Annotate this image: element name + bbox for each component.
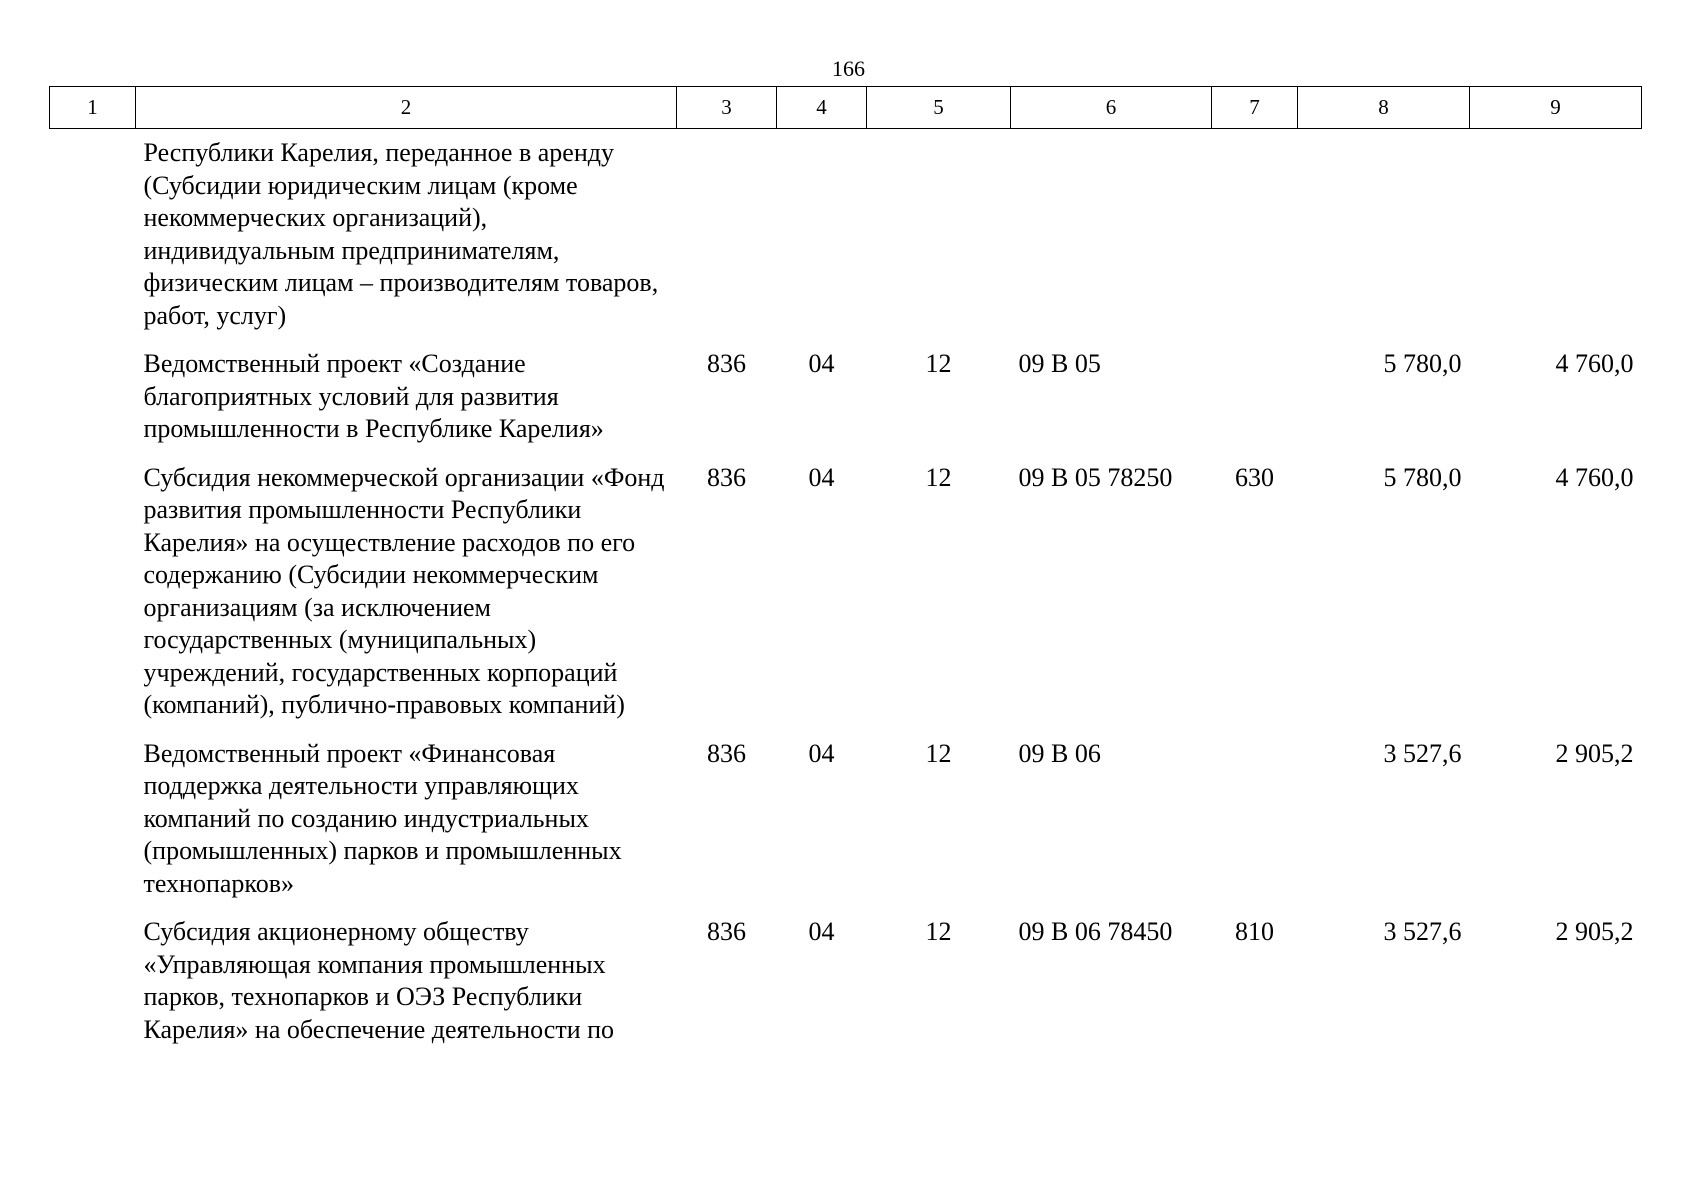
expense-type-code bbox=[1212, 722, 1298, 901]
amount-col-8: 5 780,0 bbox=[1383, 349, 1462, 378]
section-code: 04 bbox=[808, 738, 835, 768]
target-article-code: 09 В 05 78250 bbox=[1018, 462, 1173, 492]
section-code bbox=[777, 129, 867, 333]
expense-type-code bbox=[1212, 129, 1298, 333]
page-number: 166 bbox=[832, 56, 865, 81]
item-name: Республики Карелия, переданное в аренду (Субсидии юридическим лицам (кроме некоммерческих организаций), индивидуальным предпринимателям, физическим лицам – производителям товаров, работ, услуг) bbox=[143, 138, 659, 330]
ministry-code: 836 bbox=[707, 462, 746, 492]
section-code: 04 bbox=[808, 349, 835, 378]
amount-col-9: 2 905,2 bbox=[1555, 917, 1634, 946]
section-code: 04 bbox=[808, 462, 835, 492]
column-header-2: 2 bbox=[136, 87, 677, 129]
ministry-code: 836 bbox=[707, 738, 746, 768]
expense-type-code bbox=[1212, 332, 1298, 446]
item-name: Субсидия акционерному обществу «Управляющая компания промышленных парков, технопарков и ОЭЗ Республики Карелия» на обеспечение деятельности по bbox=[143, 917, 615, 1044]
expense-type-code: 630 bbox=[1235, 462, 1274, 492]
item-name: Ведомственный проект «Создание благоприятных условий для развития промышленности в Республике Карелия» bbox=[143, 349, 604, 443]
target-article-code bbox=[1011, 129, 1212, 333]
column-header-9: 9 bbox=[1470, 87, 1642, 129]
subsection-code: 12 bbox=[925, 917, 952, 946]
subsection-code bbox=[867, 129, 1011, 333]
target-article-code: 09 В 05 bbox=[1018, 349, 1101, 378]
section-code: 04 bbox=[808, 917, 835, 946]
item-name: Субсидия некоммерческой организации «Фонд развития промышленности Республики Карелия» на осуществление расходов по его содержанию (Субсидии некоммерческим организациям (за исключением государственных (муниципальных) учреждений, государственных корпораций (компаний), публично-правовых компаний) bbox=[143, 462, 665, 719]
column-header-6: 6 bbox=[1011, 87, 1212, 129]
subsection-code: 12 bbox=[925, 462, 952, 492]
amount-col-9: 2 905,2 bbox=[1555, 738, 1634, 768]
item-name: Ведомственный проект «Финансовая поддержка деятельности управляющих компаний по созданию индустриальных (промышленных) парков и промышленных технопарков» bbox=[143, 738, 622, 898]
amount-col-8 bbox=[1298, 129, 1470, 333]
subsection-code: 12 bbox=[925, 349, 952, 378]
table-row bbox=[50, 900, 1642, 1046]
expense-type-code: 810 bbox=[1235, 917, 1274, 946]
amount-col-9: 4 760,0 bbox=[1555, 462, 1634, 492]
amount-col-8: 5 780,0 bbox=[1383, 462, 1462, 492]
table-row bbox=[50, 722, 1642, 901]
budget-table bbox=[49, 86, 1642, 1046]
ministry-code: 836 bbox=[707, 917, 746, 946]
amount-col-9: 4 760,0 bbox=[1555, 349, 1634, 378]
column-header-7: 7 bbox=[1212, 87, 1298, 129]
column-header-4: 4 bbox=[777, 87, 867, 129]
ministry-code: 836 bbox=[707, 349, 746, 378]
target-article-code: 09 В 06 78450 bbox=[1018, 917, 1173, 946]
ministry-code bbox=[677, 129, 777, 333]
subsection-code: 12 bbox=[925, 738, 952, 768]
table-row bbox=[50, 446, 1642, 722]
amount-col-9 bbox=[1470, 129, 1642, 333]
table-row bbox=[50, 332, 1642, 446]
column-number-header-row bbox=[50, 87, 1642, 129]
target-article-code: 09 В 06 bbox=[1018, 738, 1101, 768]
amount-col-8: 3 527,6 bbox=[1383, 738, 1462, 768]
table-row bbox=[50, 129, 1642, 333]
amount-col-8: 3 527,6 bbox=[1383, 917, 1462, 946]
column-header-3: 3 bbox=[677, 87, 777, 129]
column-header-5: 5 bbox=[867, 87, 1011, 129]
column-header-8: 8 bbox=[1298, 87, 1470, 129]
column-header-1: 1 bbox=[50, 87, 136, 129]
